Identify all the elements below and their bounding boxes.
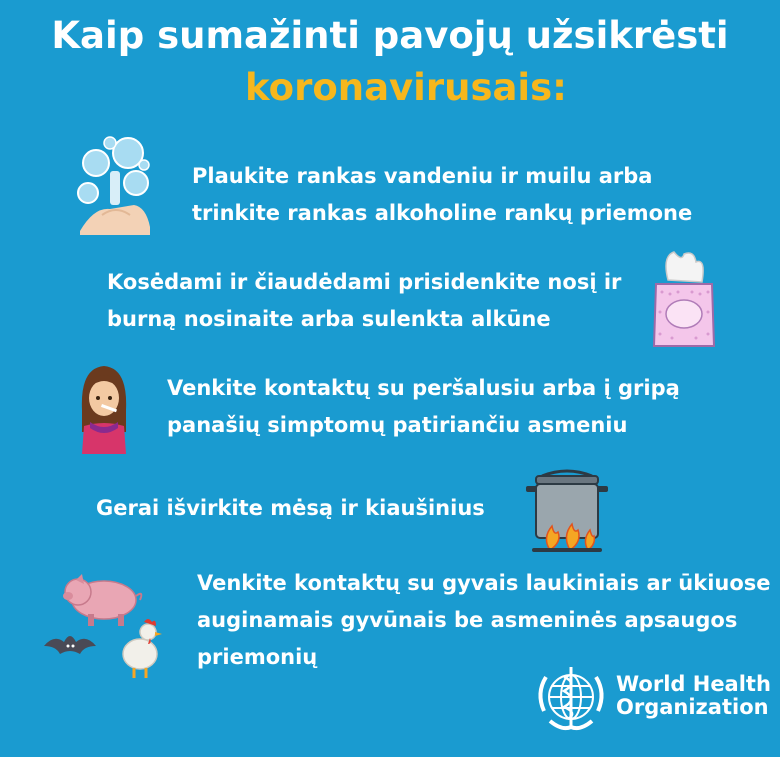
title-line-2: koronavirusais: — [245, 66, 567, 109]
title-line-1: Kaip sumažinti pavojų užsikrėsti — [51, 14, 729, 57]
tip-2-line-1: Kosėdami ir čiaudėdami prisidenkite nosį ir — [107, 270, 622, 294]
tip-3-text — [167, 370, 680, 444]
tip-4-text — [96, 490, 485, 527]
tip-3-line-2: panašių simptomų patiriančiu asmeniu — [167, 413, 628, 437]
tip-1-text — [192, 158, 692, 232]
tip-1-line-1: Plaukite rankas vandeniu ir muilu arba — [192, 164, 653, 188]
tissue-box-icon — [648, 250, 720, 354]
tip-5-line-1: Venkite kontaktų su gyvais laukiniais ar ūkiuose — [197, 571, 771, 595]
who-logo-line-2: Organization — [616, 695, 769, 719]
tip-5-line-3: priemonių — [197, 645, 318, 669]
cooking-pot-icon — [522, 466, 612, 556]
hand-washing-icon — [74, 135, 154, 239]
tip-5-line-2: auginamais gyvūnais be asmeninės apsaugos — [197, 608, 738, 632]
who-logo-line-1: World Health — [616, 672, 771, 696]
tip-4-line-1: Gerai išvirkite mėsą ir kiaušinius — [96, 496, 485, 520]
tip-2-line-2: burną nosinaite arba sulenkta alkūne — [107, 307, 551, 331]
who-logo-text — [616, 673, 771, 719]
animals-icon — [42, 574, 172, 686]
tip-5-text — [197, 565, 771, 676]
tip-2-text — [107, 264, 621, 338]
tip-1-line-2: trinkite rankas alkoholine rankų priemone — [192, 201, 693, 225]
who-emblem-icon — [532, 661, 610, 741]
tip-3-line-1: Venkite kontaktų su peršalusiu arba į gripą — [167, 376, 680, 400]
sick-person-icon — [78, 362, 130, 458]
